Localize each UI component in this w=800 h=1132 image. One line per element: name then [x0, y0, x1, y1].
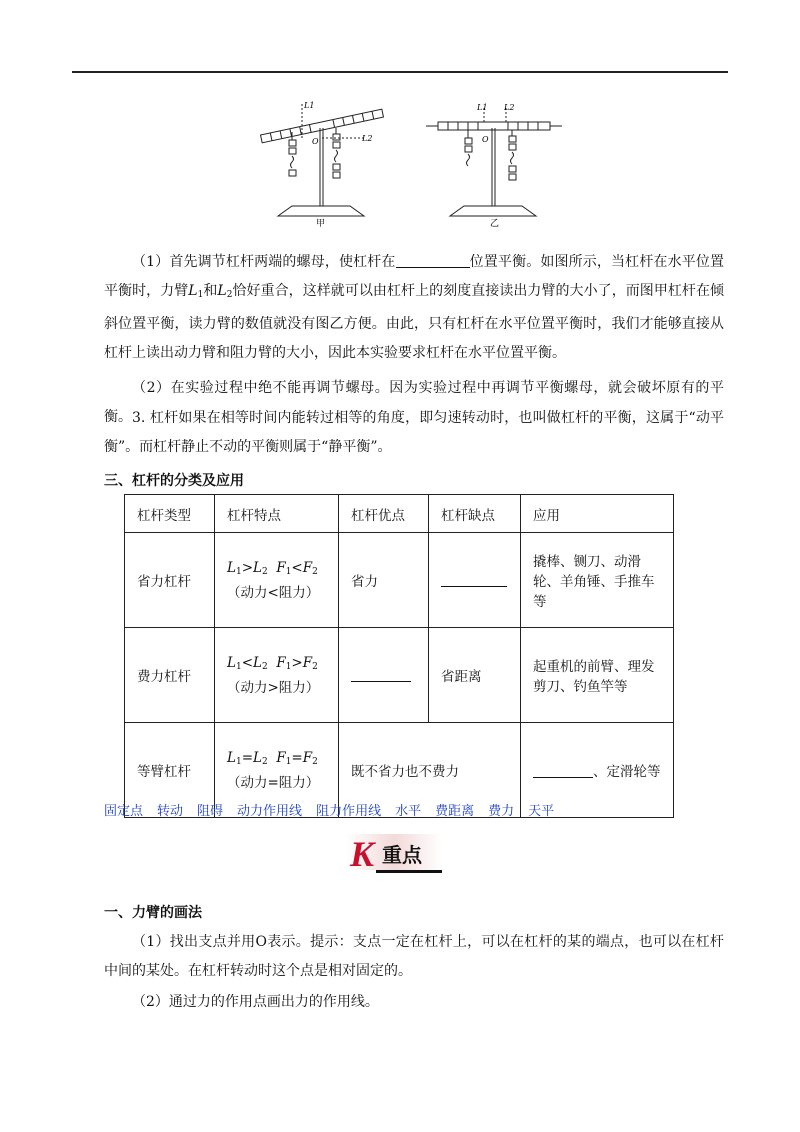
fill-blank: [533, 763, 593, 778]
answer: 天平: [528, 804, 555, 819]
symbol-l2: L: [217, 283, 227, 299]
banner-text: 重点: [382, 843, 422, 867]
cell-note: （动力=阻力）: [227, 774, 320, 791]
subscript: 1: [197, 290, 204, 300]
paragraph-5: （2）通过力的作用点画出力的作用线。: [132, 994, 379, 1010]
answer: 阻力作用线: [316, 804, 382, 819]
fill-blank: [396, 253, 470, 268]
table-header: 杠杆类型: [125, 495, 215, 533]
paragraph-1: [104, 248, 724, 368]
answer: 动力作用线: [237, 804, 303, 819]
banner-letter: K: [350, 834, 375, 874]
cell-disadvantage: 省距离: [429, 628, 521, 723]
cell-note: （动力<阻力）: [227, 584, 320, 601]
fill-blank: [351, 667, 411, 682]
table-row: [125, 533, 674, 628]
fig-yi-label-o: O: [482, 135, 489, 144]
answer: 固定点: [104, 804, 144, 819]
symbol-l1: L: [188, 283, 198, 299]
fig-jia-label-l2: L2: [362, 134, 373, 143]
para1-suffix: 位置平衡。如图所示，当杠杆在水平位置平衡时，力臂: [104, 254, 725, 299]
subscript: 2: [226, 290, 233, 300]
answer: 水平: [395, 804, 422, 819]
fig-jia-label-o: O: [312, 137, 319, 146]
cell-application: 起重机的前臂、理发剪刀、钓鱼竿等: [521, 628, 674, 723]
fig-yi-label-l1: L1: [477, 103, 488, 112]
paragraph-4: （1）找出支点并用O表示。提示：支点一定在杠杆上，可以在杠杆的某的端点，也可以在杠杆中间的某处。在杠杆转动时这个点是相对固定的。: [104, 934, 724, 979]
answer: 费距离: [435, 804, 475, 819]
section-3-title: 三、杠杆的分类及应用: [104, 473, 244, 489]
cell-type: 等臂杠杆: [125, 723, 215, 818]
lever-classification-table: [124, 494, 674, 818]
answer: 费力: [488, 804, 515, 819]
answer: 阻碍: [197, 804, 224, 819]
cell-type: 费力杠杆: [125, 628, 215, 723]
cell-merged: 既不省力也不费力: [339, 723, 521, 818]
fill-blank: [441, 572, 507, 587]
fig-yi-label-l2: L2: [504, 103, 515, 112]
cell-feature: $L_1<L_2$ $F_1>F_2$ （动力>阻力）: [215, 628, 339, 723]
cell-note: （动力>阻力）: [227, 679, 320, 696]
table-header-row: [125, 495, 674, 533]
para1-rest: 恰好重合，这样就可以由杠杆上的刻度直接读出力臂的大小了，而图甲杠杆在倾斜位置平衡，读力臂的数值就没有图乙方便。由此，只有杠杆在水平位置平衡时，我们才能够直接从杠杆上读出动力臂和阻力臂的大小，因此本实验要求杠杆在水平位置平衡。: [104, 283, 725, 361]
answer: 转动: [157, 804, 184, 819]
cell-application: 撬棒、铡刀、动滑轮、羊角锤、手推车等: [521, 533, 674, 628]
table-header: 杠杆优点: [339, 495, 429, 533]
cell-type: 省力杠杆: [125, 533, 215, 628]
cell-feature: $L_1>L_2$ $F_1<F_2$ （动力<阻力）: [215, 533, 339, 628]
table-header: 杠杆特点: [215, 495, 339, 533]
cell-disadvantage: [429, 533, 521, 628]
cell-advantage: 省力: [339, 533, 429, 628]
fig-jia-caption: 甲: [316, 219, 326, 229]
para1-and: 和: [203, 283, 218, 299]
top-rule: [72, 71, 728, 73]
fig-yi-caption: 乙: [490, 219, 500, 229]
table-header: 应用: [521, 495, 674, 533]
figure-jia: [261, 104, 384, 216]
figure-yi: [426, 108, 562, 216]
table-header: 杠杆缺点: [429, 495, 521, 533]
lever-figures: [246, 98, 566, 236]
app-suffix: 、定滑轮等: [593, 764, 661, 780]
cell-advantage: [339, 628, 429, 723]
answer-key: [104, 800, 568, 819]
cell-feature: $L_1=L_2$ $F_1=F_2$ （动力=阻力）: [215, 723, 339, 818]
fig-jia-label-l1: L1: [304, 101, 315, 110]
key-points-banner: [346, 828, 442, 878]
paragraph-3: 3. 杠杆如果在相等时间内能转过相等的角度，即匀速转动时，也叫做杠杆的平衡，这属于“动平衡”。而杠杆静止不动的平衡则属于“静平衡”。: [104, 410, 724, 455]
para1-prefix: （1）首先调节杠杆两端的螺母，使杠杆在: [132, 254, 396, 270]
table-row: [125, 628, 674, 723]
paragraph-2: （2）在实验过程中绝不能再调节螺母。因为实验过程中再调节平衡螺母，就会破坏原有的平衡。: [104, 380, 724, 425]
section-1-title: 一、力臂的画法: [104, 905, 202, 921]
